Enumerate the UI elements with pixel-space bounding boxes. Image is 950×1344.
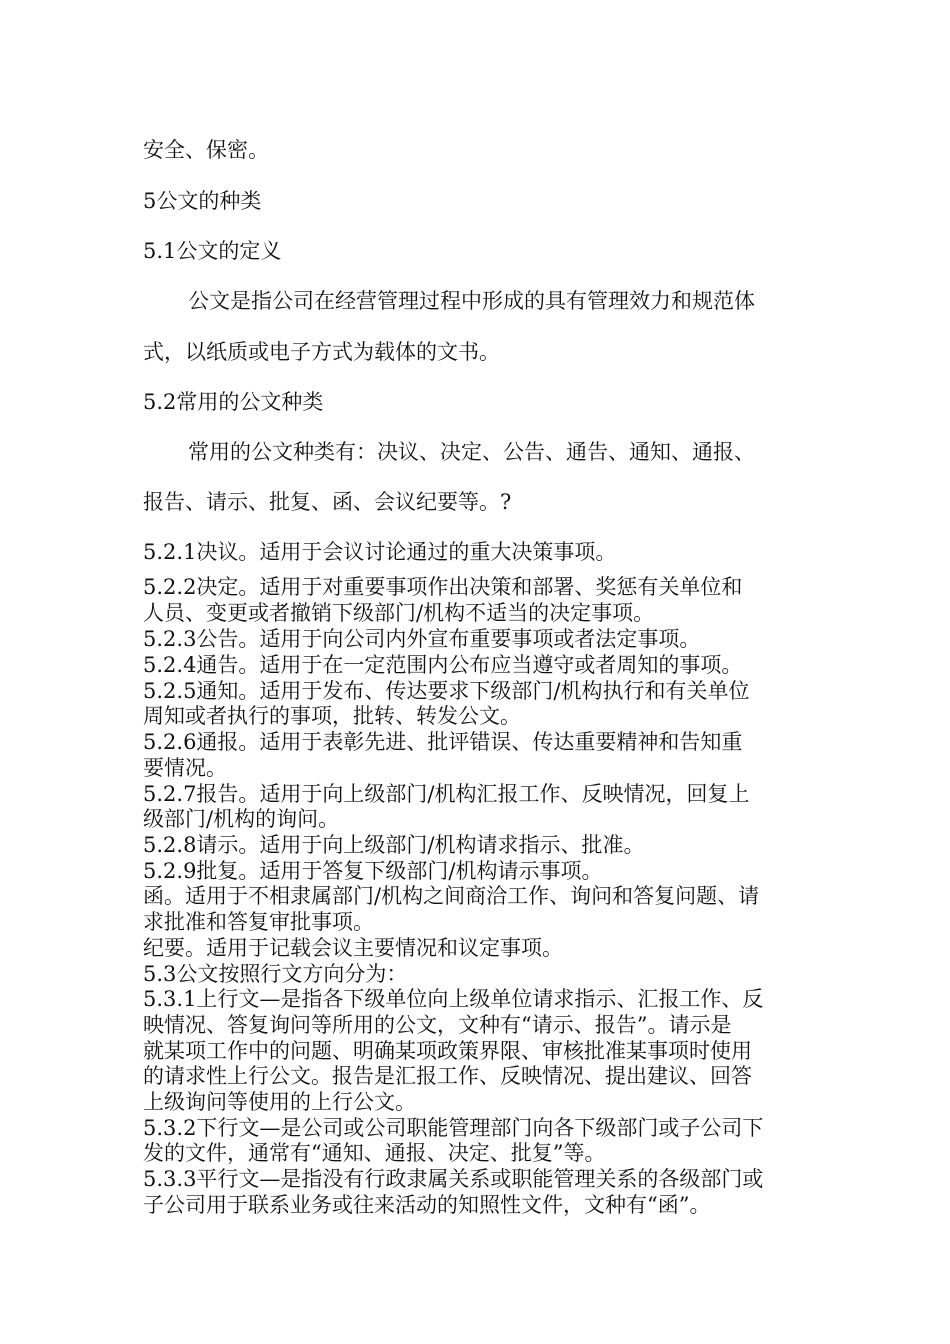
list-item: 函。适用于不相隶属部门/机构之间商洽工作、询问和答复问题、请 (143, 884, 760, 908)
paragraph-line: 报告、请示、批复、函、会议纪要等。? (143, 490, 512, 514)
section-heading: 5.1公文的定义 (143, 239, 282, 263)
list-item: 5.2.8请示。适用于向上级部门/机构请求指示、批准。 (143, 833, 645, 857)
list-item: 子公司用于联系业务或往来活动的知照性文件，文种有“函”。 (143, 1193, 711, 1217)
list-item: 上级询问等使用的上行公文。 (143, 1090, 416, 1114)
paragraph-line: 常用的公文种类有：决议、决定、公告、通告、通知、通报、 (188, 440, 755, 464)
list-item: 要情况。 (143, 756, 227, 780)
list-item: 发的文件，通常有“通知、通报、决定、批复”等。 (143, 1141, 606, 1165)
list-item: 5.2.5通知。适用于发布、传达要求下级部门/机构执行和有关单位 (143, 679, 750, 703)
list-item: 5.2.3公告。适用于向公司内外宣布重要事项或者法定事项。 (143, 627, 701, 651)
list-item: 5.3.3平行文—是指没有行政隶属关系或职能管理关系的各级部门或 (143, 1167, 764, 1191)
text-line: 安全、保密。 (143, 138, 269, 162)
list-item: 5.2.9批复。适用于答复下级部门/机构请示事项。 (143, 859, 603, 883)
section-heading: 5.3公文按照行文方向分为： (143, 962, 408, 986)
list-item: 5.2.2决定。适用于对重要事项作出决策和部署、奖惩有关单位和 (143, 575, 743, 599)
list-item: 5.3.2下行文—是公司或公司职能管理部门向各下级部门或子公司下 (143, 1116, 764, 1140)
section-heading: 5公文的种类 (143, 189, 262, 213)
list-item: 人员、变更或者撤销下级部门/机构不适当的决定事项。 (143, 601, 655, 625)
section-heading: 5.2常用的公文种类 (143, 390, 324, 414)
list-item: 5.3.1上行文—是指各下级单位向上级单位请求指示、汇报工作、反 (143, 987, 764, 1011)
list-item: 周知或者执行的事项，批转、转发公文。 (143, 704, 521, 728)
list-item: 5.2.1决议。适用于会议讨论通过的重大决策事项。 (143, 540, 617, 564)
list-item: 5.2.7报告。适用于向上级部门/机构汇报工作、反映情况，回复上 (143, 782, 750, 806)
list-item: 级部门/机构的询问。 (143, 807, 340, 831)
list-item: 求批准和答复审批事项。 (143, 910, 374, 934)
list-item: 的请求性上行公文。报告是汇报工作、反映情况、提出建议、回答 (143, 1064, 752, 1088)
list-item: 5.2.6通报。适用于表彰先进、批评错误、传达重要精神和告知重 (143, 730, 743, 754)
list-item: 就某项工作中的问题、明确某项政策界限、审核批准某事项时使用 (143, 1039, 752, 1063)
list-item: 5.2.4通告。适用于在一定范围内公布应当遵守或者周知的事项。 (143, 653, 743, 677)
list-item: 纪要。适用于记载会议主要情况和议定事项。 (143, 936, 563, 960)
paragraph-line: 式，以纸质或电子方式为载体的文书。 (143, 340, 500, 364)
paragraph-line: 公文是指公司在经营管理过程中形成的具有管理效力和规范体 (188, 289, 755, 313)
list-item: 映情况、答复询问等所用的公文，文种有“请示、报告”。请示是 (143, 1013, 732, 1037)
